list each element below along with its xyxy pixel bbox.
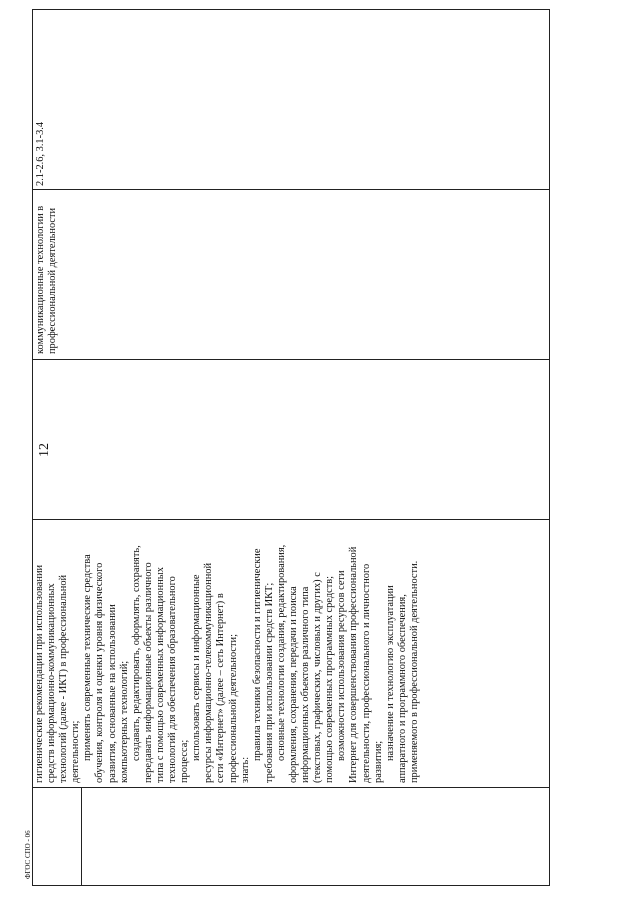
knowledge-line: (текстовых, графических, числовых и других) с xyxy=(312,572,324,783)
knowledge-line: деятельности; xyxy=(70,720,82,783)
knowledge-line: применяемого в профессиональной деятельности. xyxy=(408,560,420,783)
knowledge-line: средств информационно-коммуникационных xyxy=(46,583,58,783)
knowledge-line: создавать, редактировать, оформлять, сохранять, xyxy=(130,545,142,761)
knowledge-line: знать: xyxy=(239,756,251,783)
knowledge-line: помощью современных программных средств; xyxy=(324,575,336,783)
knowledge-line: требования при использовании средств ИКТ; xyxy=(263,582,275,783)
knowledge-line: применять современные технические средства xyxy=(82,554,94,761)
knowledge-line: возможности использования ресурсов сети xyxy=(336,570,348,761)
knowledge-line: процесса; xyxy=(179,739,191,783)
knowledge-line: назначение и технологию эксплуатации xyxy=(384,585,396,761)
knowledge-line: развития, основанные на использовании xyxy=(106,604,118,783)
knowledge-text xyxy=(33,520,421,787)
competency-table xyxy=(32,9,550,886)
knowledge-line: сети «Интернет» (далее – сеть Интернет) в xyxy=(215,593,227,783)
knowledge-line: деятельности, профессионального и личностного xyxy=(360,563,372,783)
knowledge-line: гигиенические рекомендации при использовании xyxy=(34,564,45,783)
knowledge-line: развития; xyxy=(372,740,384,783)
page-number: 12 xyxy=(37,443,52,457)
knowledge-cell xyxy=(33,520,550,788)
rotated-content xyxy=(32,10,550,886)
empty-index-cell-lower xyxy=(82,788,550,886)
footer-label: ФГОС СПО - 06 xyxy=(24,830,32,879)
knowledge-line: передавать информационные объекты различного xyxy=(142,562,154,783)
discipline-name: коммуникационные технологии в профессиональной деятельности xyxy=(35,205,59,354)
knowledge-line: оформления, сохранения, передачи и поиска xyxy=(287,586,299,783)
knowledge-line: типа с помощью современных информационных xyxy=(154,567,166,783)
codes-cell xyxy=(33,10,550,190)
knowledge-line: технологий для обеспечения образовательного xyxy=(167,576,179,783)
competency-codes: 2.1-2.6, 3.1-3.4 xyxy=(35,121,46,186)
knowledge-line: обучения, контроля и оценки уровня физического xyxy=(94,562,106,783)
knowledge-line: компьютерных технологий; xyxy=(118,660,130,783)
empty-index-cell xyxy=(33,788,82,886)
knowledge-line: ресурсы информационно-телекоммуникационной xyxy=(203,562,215,783)
discipline-cell xyxy=(33,190,550,360)
knowledge-line: информационных объектов различного типа xyxy=(300,586,312,783)
knowledge-line: аппаратного и программного обеспечения, xyxy=(396,594,408,783)
empty-cell xyxy=(33,360,550,520)
knowledge-line: основные технологии создания, редактирования, xyxy=(275,544,287,761)
knowledge-line: технологий (далее - ИКТ) в профессиональной xyxy=(58,574,70,783)
knowledge-line: использовать сервисы и информационные xyxy=(191,574,203,761)
knowledge-line: Интернет для совершенствования профессиональной xyxy=(348,546,360,783)
knowledge-line: профессиональной деятельности; xyxy=(227,633,239,783)
knowledge-line: правила техники безопасности и гигиенические xyxy=(251,548,263,761)
